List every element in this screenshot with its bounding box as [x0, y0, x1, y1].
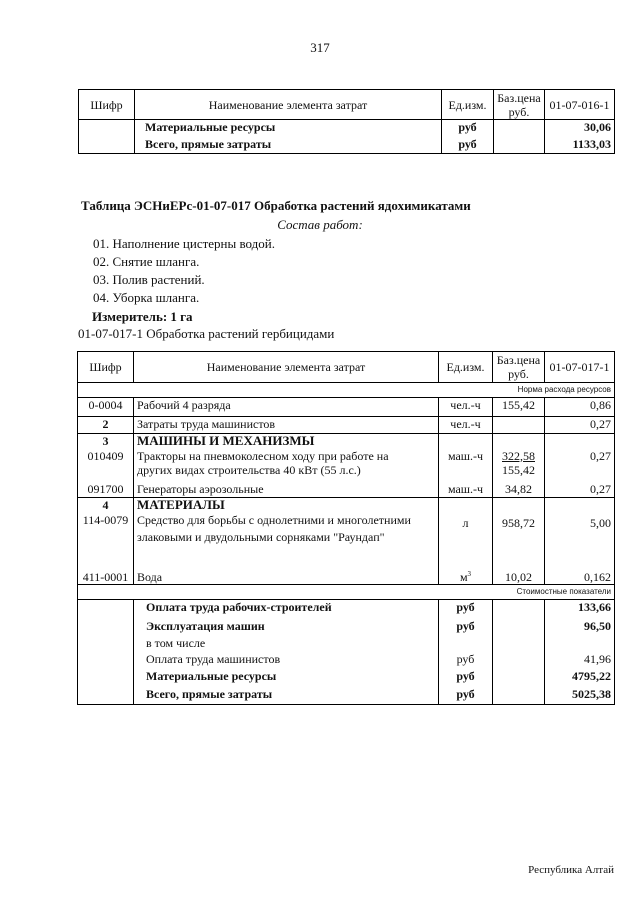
row-value: 0,27 — [545, 482, 615, 498]
totals-row — [78, 687, 615, 705]
row-code: 010409 — [78, 449, 134, 482]
row-unit — [439, 566, 493, 585]
totals-value: 96,50 — [545, 619, 615, 636]
row-name: Затраты труда машинистов — [134, 417, 439, 434]
section-subtitle: Состав работ: — [277, 217, 363, 232]
row-value: 0,86 — [545, 398, 615, 417]
page-number: 317 — [310, 40, 330, 55]
totals-price — [493, 669, 545, 687]
totals-row — [78, 652, 615, 669]
totals-unit — [439, 636, 493, 652]
table-row — [78, 434, 615, 449]
header-unit: Ед.изм. — [439, 352, 493, 383]
table-row — [78, 398, 615, 417]
totals-value: 41,96 — [545, 652, 615, 669]
row-value: 30,06 — [545, 120, 615, 137]
table-row — [78, 417, 615, 434]
row-name: Рабочий 4 разряда — [134, 398, 439, 417]
totals-unit: руб — [439, 652, 493, 669]
row-unit: чел.-ч — [439, 398, 493, 417]
row-value: 5,00 — [545, 513, 615, 566]
totals-value — [545, 636, 615, 652]
totals-value: 133,66 — [545, 600, 615, 619]
header-code: Шифр — [78, 352, 134, 383]
totals-name: Оплата труда рабочих-строителей — [134, 600, 439, 619]
totals-row — [78, 636, 615, 652]
section-heading: МАШИНЫ И МЕХАНИЗМЫ — [134, 434, 439, 449]
totals-code — [78, 600, 134, 619]
row-name-line: злаковыми и двудольными сорняками "Раундап" — [137, 529, 385, 544]
row-price: 34,82 — [493, 482, 545, 498]
header-code: Шифр — [79, 90, 135, 120]
row-name — [134, 513, 439, 566]
totals-name: Всего, прямые затраты — [134, 687, 439, 705]
totals-row — [78, 600, 615, 619]
totals-price — [493, 636, 545, 652]
table-row — [79, 137, 615, 154]
work-step: 02. Снятие шланга. — [93, 254, 200, 269]
table-row — [78, 566, 615, 585]
row-code: 0-0004 — [78, 398, 134, 417]
row-code: 4 — [78, 498, 134, 513]
work-step: 04. Уборка шланга. — [93, 290, 200, 305]
totals-value: 4795,22 — [545, 669, 615, 687]
row-unit: л — [439, 513, 493, 566]
table-row — [78, 513, 615, 566]
totals-name: Материальные ресурсы — [134, 669, 439, 687]
subcode-label: 01-07-017-1 Обработка растений гербицидами — [78, 326, 335, 341]
section-title: Таблица ЭСНиЕРс-01-07-017 Обработка растений ядохимикатами — [81, 198, 471, 213]
row-unit: маш.-ч — [439, 482, 493, 498]
row-unit: руб — [442, 120, 494, 137]
totals-code — [78, 636, 134, 652]
row-unit: руб — [442, 137, 494, 154]
row-value: 0,162 — [545, 566, 615, 585]
totals-row — [78, 669, 615, 687]
row-code: 114-0079 — [78, 513, 134, 566]
price-line: 322,58 — [502, 448, 535, 463]
main-cost-table — [77, 351, 615, 705]
row-price: 155,42 — [493, 398, 545, 417]
table-row — [78, 449, 615, 482]
row-name — [134, 449, 439, 482]
totals-name: Оплата труда машинистов — [134, 652, 439, 669]
row-unit: чел.-ч — [439, 417, 493, 434]
row-code: 091700 — [78, 482, 134, 498]
totals-code — [78, 652, 134, 669]
footer-region: Республика Алтай — [528, 864, 614, 876]
totals-name: Эксплуатация машин — [134, 619, 439, 636]
top-cost-table — [78, 89, 615, 154]
row-name-line: других видах строительства 40 кВт (55 л.с.) — [137, 462, 361, 477]
section-heading: МАТЕРИАЛЫ — [134, 498, 439, 513]
totals-price — [493, 600, 545, 619]
table-row — [78, 498, 615, 513]
totals-price — [493, 619, 545, 636]
row-name: Материальные ресурсы — [135, 120, 442, 137]
totals-code — [78, 687, 134, 705]
row-value: 0,27 — [545, 449, 615, 482]
unit-superscript: 3 — [467, 570, 472, 578]
unit-text: м — [459, 570, 468, 584]
price-line: 155,42 — [502, 462, 535, 477]
row-name: Генераторы аэрозольные — [134, 482, 439, 498]
totals-price — [493, 652, 545, 669]
row-price — [493, 449, 545, 482]
row-name-line: Тракторы на пневмоколесном ходу при работе на — [137, 448, 389, 463]
totals-name: в том числе — [134, 636, 439, 652]
header-price: Баз.цена руб. — [493, 352, 545, 383]
table-row — [78, 482, 615, 498]
totals-value: 5025,38 — [545, 687, 615, 705]
header-price: Баз.цена руб. — [494, 90, 545, 120]
header-name: Наименование элемента затрат — [135, 90, 442, 120]
totals-code — [78, 669, 134, 687]
row-value: 0,27 — [545, 417, 615, 434]
meter-label: Измеритель: 1 га — [92, 309, 193, 324]
row-name: Вода — [134, 566, 439, 585]
work-step: 03. Полив растений. — [93, 272, 205, 287]
header-rate-code: 01-07-017-1 — [545, 352, 615, 383]
cost-label: Стоимостные показатели — [78, 585, 615, 600]
row-code: 2 — [78, 417, 134, 434]
totals-unit: руб — [439, 687, 493, 705]
row-code: 3 — [78, 434, 134, 449]
totals-section — [78, 600, 615, 705]
totals-row — [78, 619, 615, 636]
totals-unit: руб — [439, 600, 493, 619]
totals-code — [78, 619, 134, 636]
totals-unit: руб — [439, 669, 493, 687]
totals-unit: руб — [439, 619, 493, 636]
header-rate-code: 01-07-016-1 — [545, 90, 615, 120]
header-unit: Ед.изм. — [442, 90, 494, 120]
header-name: Наименование элемента затрат — [134, 352, 439, 383]
row-price: 10,02 — [493, 566, 545, 585]
row-unit: маш.-ч — [439, 449, 493, 482]
totals-price — [493, 687, 545, 705]
work-step: 01. Наполнение цистерны водой. — [93, 236, 275, 251]
row-code: 411-0001 — [78, 566, 134, 585]
norm-label: Норма расхода ресурсов — [78, 383, 615, 398]
row-name-line: Средство для борьбы с однолетними и многолетними — [137, 512, 411, 527]
table-row — [79, 120, 615, 137]
row-price: 958,72 — [493, 513, 545, 566]
row-name: Всего, прямые затраты — [135, 137, 442, 154]
row-value: 1133,03 — [545, 137, 615, 154]
